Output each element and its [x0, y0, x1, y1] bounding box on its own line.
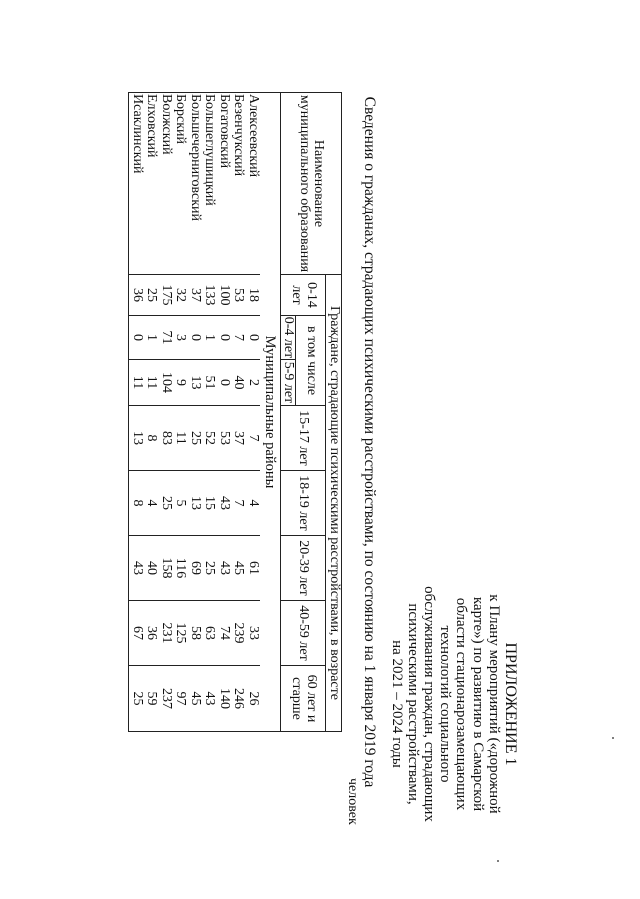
value-cell-c60: 45: [188, 666, 203, 732]
value-cell-c4059: 63: [202, 601, 217, 666]
value-cell-c4059: 239: [231, 601, 246, 666]
value-cell-c1819: 43: [217, 471, 232, 536]
value-cell-c1819: 4: [144, 471, 159, 536]
value-cell-c60: 237: [159, 666, 174, 732]
value-cell-c1819: 7: [231, 471, 246, 536]
table-row: [202, 93, 217, 732]
value-cell-c2039: 45: [231, 536, 246, 601]
value-cell-c2039: 43: [129, 536, 144, 601]
value-cell-c1517: 53: [217, 406, 232, 471]
municipality-name: Большеглушицкий: [202, 93, 217, 275]
header-age-group: Граждане, страдающие психическими расстройствами, в возрасте: [326, 275, 342, 732]
value-cell-c59: 0: [217, 360, 232, 406]
appendix-title: ПРИЛОЖЕНИЕ 1: [502, 642, 519, 766]
table-row: [231, 93, 246, 732]
table-row: [246, 93, 261, 732]
value-cell-c014: 18: [246, 275, 261, 316]
value-cell-c59: 104: [159, 360, 174, 406]
value-cell-c2039: 40: [144, 536, 159, 601]
value-cell-c014: 37: [188, 275, 203, 316]
appendix-line: карте») по развитию в Самарской: [469, 596, 486, 812]
municipality-name: Алексеевский: [246, 93, 261, 275]
value-cell-c2039: 61: [246, 536, 261, 601]
statistics-table: [129, 92, 343, 732]
value-cell-c04: 0: [217, 316, 232, 360]
value-cell-c4059: 67: [129, 601, 144, 666]
header-40-59: 40-59 лет: [281, 601, 327, 666]
value-cell-c59: 11: [129, 360, 144, 406]
value-cell-c014: 32: [173, 275, 188, 316]
scan-speck: [612, 737, 614, 739]
municipality-name: Елховский: [144, 93, 159, 275]
header-municipality: Наименование муниципального образования: [281, 93, 342, 275]
header-0-14: 0-14 лет: [281, 275, 327, 316]
value-cell-c2039: 25: [202, 536, 217, 601]
header-60-plus: 60 лет и старше: [281, 666, 327, 732]
value-cell-c59: 40: [231, 360, 246, 406]
value-cell-c04: 1: [202, 316, 217, 360]
value-cell-c014: 100: [217, 275, 232, 316]
value-cell-c04: 0: [188, 316, 203, 360]
table-row: [129, 93, 144, 732]
value-cell-c60: 59: [144, 666, 159, 732]
value-cell-c60: 246: [231, 666, 246, 732]
value-cell-c014: 36: [129, 275, 144, 316]
header-20-39: 20-39 лет: [281, 536, 327, 601]
municipality-name: Борский: [173, 93, 188, 275]
value-cell-c59: 9: [173, 360, 188, 406]
value-cell-c04: 1: [144, 316, 159, 360]
value-cell-c60: 43: [202, 666, 217, 732]
header-0-4: 0-4 лет: [281, 316, 297, 359]
value-cell-c2039: 69: [188, 536, 203, 601]
value-cell-c60: 25: [129, 666, 144, 732]
appendix-line: на 2021 – 2024 годы: [388, 640, 405, 768]
value-cell-c1819: 13: [188, 471, 203, 536]
value-cell-c1819: 8: [129, 471, 144, 536]
value-cell-c4059: 33: [246, 601, 261, 666]
value-cell-c4059: 36: [144, 601, 159, 666]
municipality-name: Исаклинский: [129, 93, 144, 275]
section-heading: Муниципальные районы: [260, 93, 281, 732]
value-cell-c4059: 74: [217, 601, 232, 666]
value-cell-c04: 0: [129, 316, 144, 360]
scan-speck: [497, 860, 499, 862]
appendix-line: психическими расстройствами,: [404, 603, 421, 805]
value-cell-c1819: 25: [159, 471, 174, 536]
value-cell-c59: 2: [246, 360, 261, 406]
value-cell-c60: 26: [246, 666, 261, 732]
value-cell-c1517: 25: [188, 406, 203, 471]
value-cell-c1517: 8: [144, 406, 159, 471]
value-cell-c4059: 231: [159, 601, 174, 666]
appendix-block: [388, 578, 518, 830]
municipality-name: Большечерниговский: [188, 93, 203, 275]
value-cell-c04: 0: [246, 316, 261, 360]
value-cell-c1517: 7: [246, 406, 261, 471]
header-18-19: 18-19 лет: [281, 471, 327, 536]
header-subgroup: в том числе: [296, 316, 326, 406]
value-cell-c014: 133: [202, 275, 217, 316]
appendix-line: к Плану мероприятий («дорожной: [485, 594, 502, 814]
value-cell-c014: 53: [231, 275, 246, 316]
appendix-line: обслуживания граждан, страдающих: [420, 586, 437, 822]
value-cell-c59: 13: [188, 360, 203, 406]
table-row: [159, 93, 174, 732]
value-cell-c1819: 15: [202, 471, 217, 536]
municipality-name: Безенчукский: [231, 93, 246, 275]
value-cell-c1517: 11: [173, 406, 188, 471]
value-cell-c1517: 52: [202, 406, 217, 471]
value-cell-c2039: 116: [173, 536, 188, 601]
value-cell-c59: 11: [144, 360, 159, 406]
value-cell-c014: 25: [144, 275, 159, 316]
appendix-line: области стационарозамещающих: [453, 597, 470, 811]
value-cell-c4059: 58: [188, 601, 203, 666]
value-cell-c1517: 13: [129, 406, 144, 471]
document-title: Сведения о гражданах, страдающих психическими расстройствами, по состоянию на 1 января 2019 года: [361, 96, 378, 788]
value-cell-c59: 51: [202, 360, 217, 406]
value-cell-c2039: 158: [159, 536, 174, 601]
value-cell-c1819: 5: [173, 471, 188, 536]
value-cell-c1517: 37: [231, 406, 246, 471]
appendix-line: технологий социального: [437, 625, 454, 783]
header-15-17: 15-17 лет: [281, 406, 327, 471]
value-cell-c1517: 83: [159, 406, 174, 471]
table-row: [173, 93, 188, 732]
value-cell-c014: 175: [159, 275, 174, 316]
municipality-name: Волжский: [159, 93, 174, 275]
value-cell-c04: 7: [231, 316, 246, 360]
header-5-9: 5-9 лет: [281, 360, 297, 406]
value-cell-c60: 140: [217, 666, 232, 732]
value-cell-c04: 71: [159, 316, 174, 360]
value-cell-c1819: 4: [246, 471, 261, 536]
table-row: [144, 93, 159, 732]
table-row: [217, 93, 232, 732]
unit-label: человек: [345, 778, 360, 825]
value-cell-c60: 97: [173, 666, 188, 732]
value-cell-c4059: 125: [173, 601, 188, 666]
value-cell-c2039: 43: [217, 536, 232, 601]
value-cell-c04: 3: [173, 316, 188, 360]
table-row: [188, 93, 203, 732]
municipality-name: Богатовский: [217, 93, 232, 275]
